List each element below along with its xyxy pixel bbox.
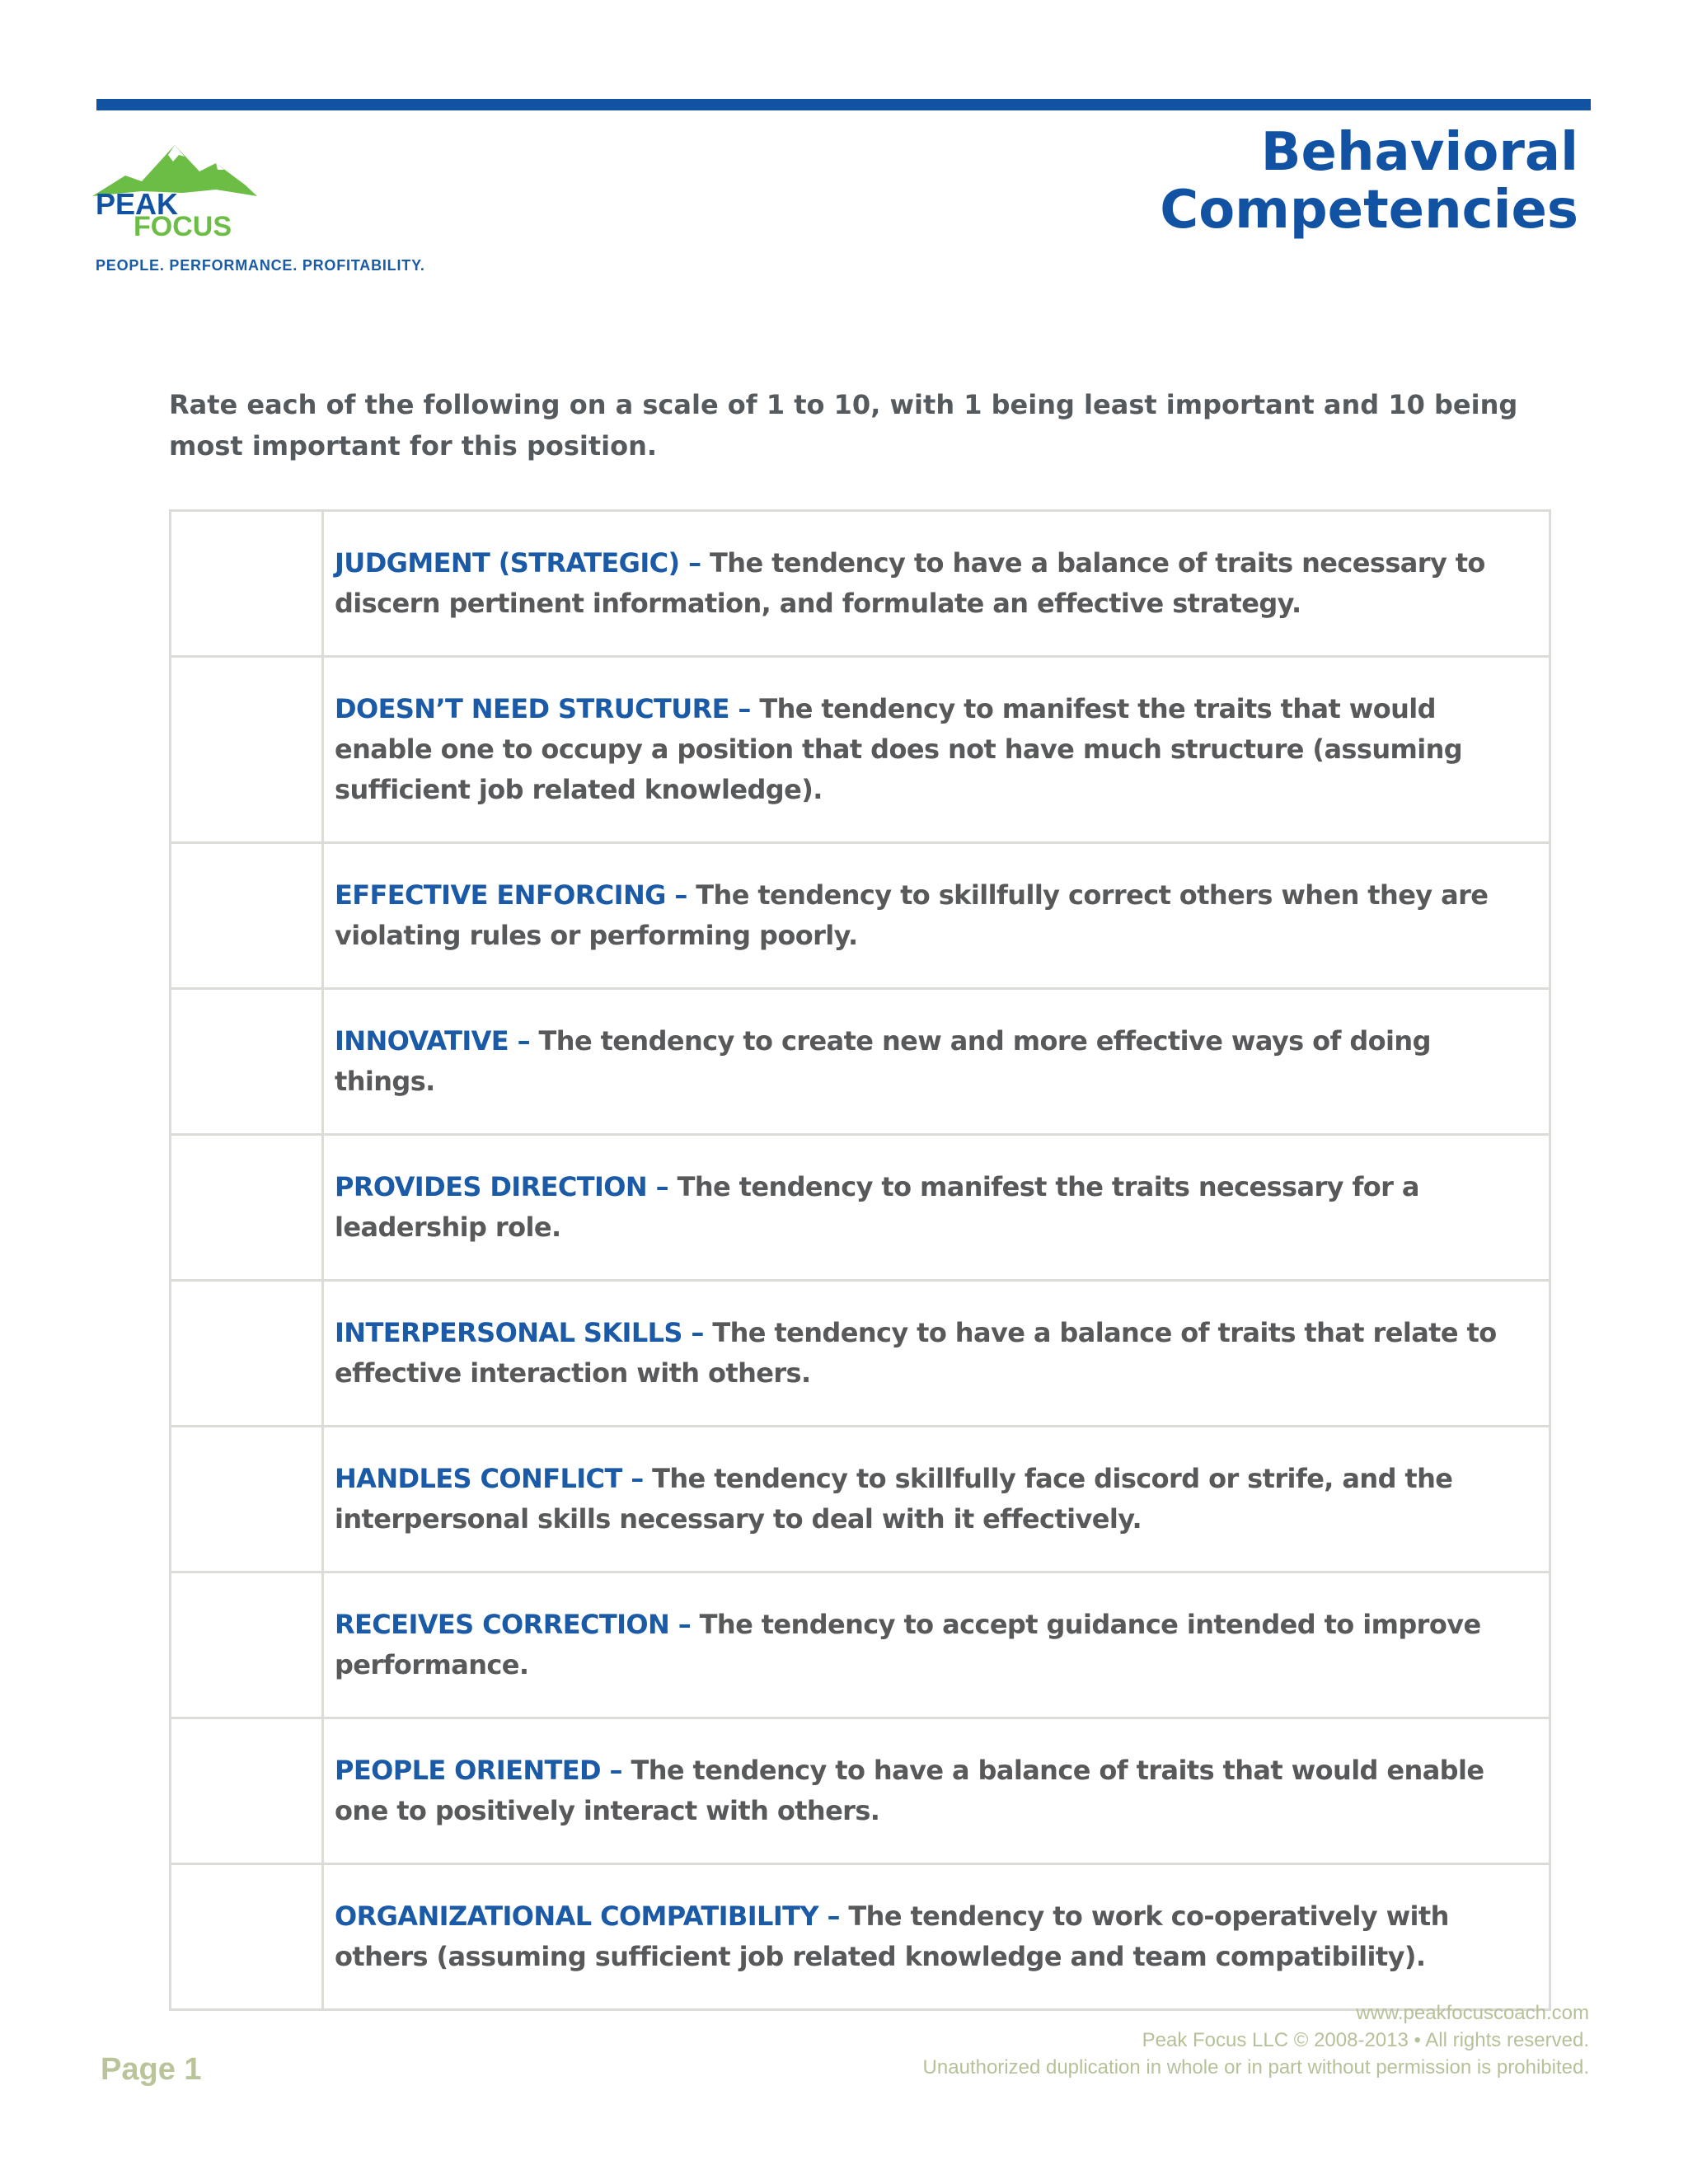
header-rule [96, 99, 1591, 110]
competency-term: HANDLES CONFLICT – [335, 1463, 644, 1494]
competency-definition: The tendency to have a balance of traits necessary to discern pertinent information, and formulate an effective strategy. [335, 547, 1485, 619]
competency-row [171, 657, 1550, 843]
footer-website: www.peakfocuscoach.com [1356, 2002, 1589, 2024]
competency-row [171, 1572, 1550, 1718]
page-title [1160, 124, 1578, 239]
competency-term: RECEIVES CORRECTION – [335, 1609, 692, 1640]
rating-cell[interactable] [171, 843, 323, 989]
competency-term: ORGANIZATIONAL COMPATIBILITY – [335, 1900, 840, 1932]
competency-term: JUDGMENT (STRATEGIC) – [335, 547, 701, 579]
instructions-text: Rate each of the following on a scale of 1 to 10, with 1 being least important and 10 being most important for this position. [169, 389, 1518, 462]
competency-row [171, 1718, 1550, 1864]
competency-term: PROVIDES DIRECTION – [335, 1171, 669, 1202]
page-title-line2: Competencies [1160, 180, 1578, 241]
competency-row [171, 1864, 1550, 2010]
competency-row [171, 511, 1550, 657]
competency-description-cell [323, 511, 1550, 657]
competency-term: EFFECTIVE ENFORCING – [335, 879, 687, 911]
rating-cell[interactable] [171, 657, 323, 843]
competency-definition: The tendency to work co-operatively with others (assuming sufficient job related knowledge and team compatibility). [335, 1900, 1449, 1972]
logo-text-focus: FOCUS [134, 211, 232, 242]
footer-notice: Unauthorized duplication in whole or in part without permission is prohibited. [922, 2056, 1589, 2079]
competency-description-cell [323, 1572, 1550, 1718]
competency-row [171, 1135, 1550, 1281]
competency-definition: The tendency to have a balance of traits that would enable one to positively interact with others. [335, 1755, 1484, 1826]
competency-term: INNOVATIVE – [335, 1025, 530, 1057]
competency-description-cell [323, 657, 1550, 843]
competency-term: INTERPERSONAL SKILLS – [335, 1317, 704, 1348]
rating-cell[interactable] [171, 1427, 323, 1572]
competency-description-cell [323, 843, 1550, 989]
rating-cell[interactable] [171, 1718, 323, 1864]
competency-definition: The tendency to accept guidance intended to improve performance. [335, 1609, 1481, 1680]
competency-row [171, 843, 1550, 989]
competency-description-cell [323, 1281, 1550, 1427]
competency-table [169, 509, 1551, 2011]
rating-cell[interactable] [171, 1572, 323, 1718]
competency-definition: The tendency to manifest the traits necessary for a leadership role. [335, 1171, 1419, 1243]
rating-cell[interactable] [171, 1135, 323, 1281]
rating-cell[interactable] [171, 1864, 323, 2010]
competency-description-cell [323, 989, 1550, 1135]
competency-definition: The tendency to skillfully face discord or strife, and the interpersonal skills necessary to deal with it effectively. [335, 1463, 1453, 1535]
competency-description-cell [323, 1135, 1550, 1281]
peak-focus-logo [92, 138, 290, 246]
tagline: PEOPLE. PERFORMANCE. PROFITABILITY. [96, 257, 425, 274]
competency-term: DOESN’T NEED STRUCTURE – [335, 693, 751, 724]
page-title-line1: Behavioral [1260, 122, 1578, 183]
logo-text-peak: PEAK [96, 187, 179, 221]
competency-row [171, 1281, 1550, 1427]
competency-definition: The tendency to have a balance of traits that relate to effective interaction with others. [335, 1317, 1497, 1389]
competency-term: PEOPLE ORIENTED – [335, 1755, 622, 1786]
rating-cell[interactable] [171, 511, 323, 657]
competency-row [171, 1427, 1550, 1572]
competency-definition: The tendency to manifest the traits that would enable one to occupy a position that does not have much structure (assuming sufficient job related knowledge). [335, 693, 1463, 805]
footer-info [923, 1999, 1589, 2081]
footer-copyright: Peak Focus LLC © 2008-2013 • All rights reserved. [1142, 2029, 1589, 2051]
competency-definition: The tendency to skillfully correct others when they are violating rules or performing poorly. [335, 879, 1489, 951]
competency-description-cell [323, 1864, 1550, 2010]
competency-description-cell [323, 1427, 1550, 1572]
competency-row [171, 989, 1550, 1135]
rating-cell[interactable] [171, 989, 323, 1135]
rating-cell[interactable] [171, 1281, 323, 1427]
page-number: Page 1 [101, 2052, 202, 2087]
competency-definition: The tendency to create new and more effective ways of doing things. [335, 1025, 1431, 1097]
competency-description-cell [323, 1718, 1550, 1864]
